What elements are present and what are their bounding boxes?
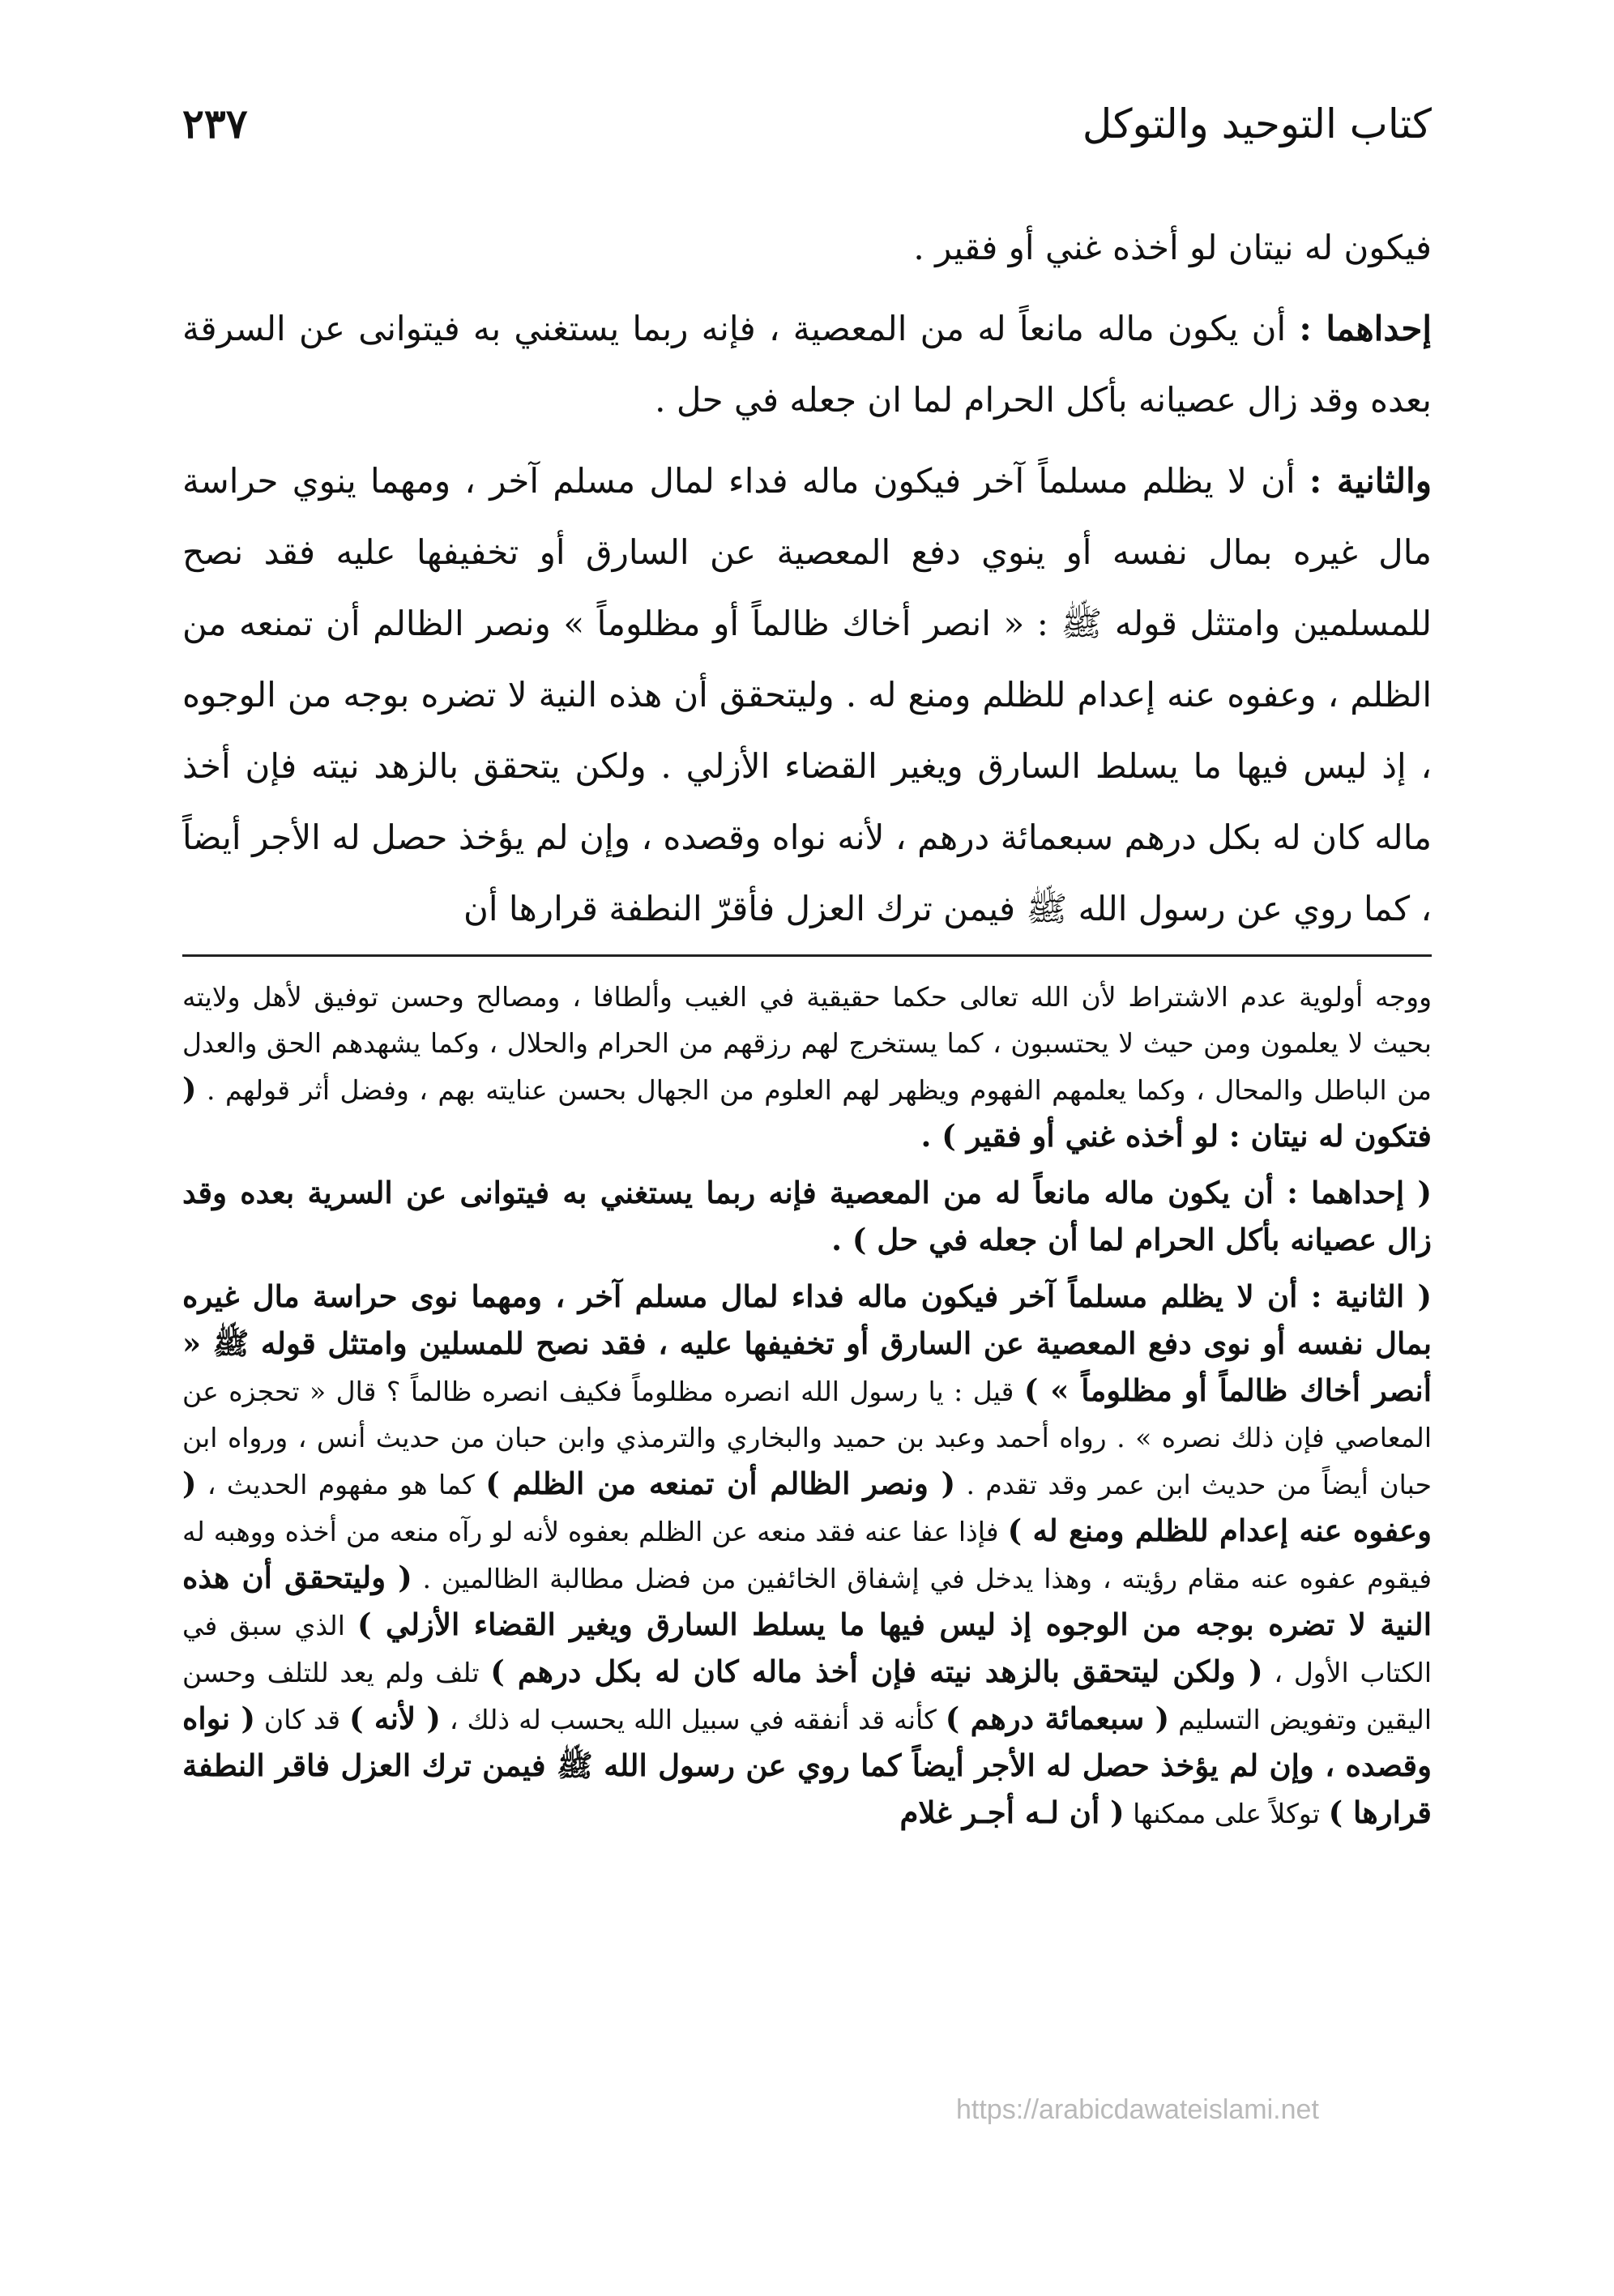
paragraph-2-lead: إحداهما : — [1299, 309, 1433, 348]
paragraph-3 — [182, 446, 1432, 945]
commentary-quote: ( أن لـه أجـر غلام — [899, 1795, 1125, 1830]
page-number: ٢٣٧ — [182, 100, 248, 147]
commentary-quote: ( وليتحقق أن هذه النية لا تضره بوجه من الوجوه إذ ليس فيها ما يسلط السارق ويغير القضاء الأزلي ) — [182, 1560, 1432, 1642]
commentary-text: توكلاً على ممكنها — [1124, 1798, 1329, 1829]
running-title: كتاب التوحيد والتوكل — [1082, 100, 1432, 147]
commentary-quote: ( فتكون له نيتان : لو أخذه غني أو فقير ) . — [182, 1071, 1432, 1154]
paragraph-2 — [182, 293, 1432, 436]
page-header — [182, 96, 1432, 169]
commentary-quote: ( الثانية : أن لا يظلم مسلماً آخر فيكون ماله فداء لمال مسلم آخر ، ومهما نوى حراسة مال غيره بمال نفسه أو نوى دفع المعصية عن السارق أو تخفيفها عليه ، فقد نصح للمسلين وامتثل قوله ﷺ « أنصر أخاك ظالماً أو مظلوماً » ) — [182, 1278, 1432, 1408]
commentary-text: قد كان — [254, 1704, 349, 1735]
footnote-divider — [182, 954, 1432, 957]
commentary-text: ووجه أولوية عدم الاشتراط لأن الله تعالى حكما حقيقية في الغيب وألطافا ، ومصالح وحسن توفيق لأهل ولايته بحيث لا يعلمون ومن حيث لا يحتسبون ، كما يستخرج لهم رزقهم من الحرام والحلال ، وكما يشهدهم الحق والعدل من الباطل والمحال ، وكما يعلمهم الفهوم ويظهر لهم العلوم من الجهال بحسن عنايته بهم ، وفضل أثر قولهم . — [182, 981, 1432, 1106]
paragraph-3-text: أن لا يظلم مسلماً آخر فيكون ماله فداء لمال مسلم آخر ، ومهما ينوي حراسة مال غيره بمال نفسه أو ينوي دفع المعصية عن السارق أو تخفيفها عليه فقد نصح للمسلمين وامتثل قوله ﷺ : « انصر أخاك ظالماً أو مظلوماً » ونصر الظالم أن تمنعه من الظلم ، وعفوه عنه إعدام للظلم ومنع له . وليتحقق أن هذه النية لا تضره بوجه من الوجوه ، إذ ليس فيها ما يسلط السارق ويغير القضاء الأزلي . ولكن يتحقق بالزهد نيته فإن أخذ ماله كان له بكل درهم سبعمائة درهم ، لأنه نواه وقصده ، وإن لم يؤخذ حصل له الأجر أيضاً ، كما روي عن رسول الله ﷺ فيمن ترك العزل فأقرّ النطفة قرارها أن — [182, 461, 1432, 928]
commentary-text: كأنه قد أنفقه في سبيل الله يحسب له ذلك ، — [440, 1704, 946, 1735]
commentary-quote: ( نواه وقصده ، وإن لم يؤخذ حصل له الأجر أيضاً كما روي عن رسول الله ﷺ فيمن ترك العزل فاقر النطفة قرارها ) — [182, 1701, 1432, 1830]
paragraph-1: فيكون له نيتان لو أخذه غني أو فقير . — [913, 228, 1432, 267]
paragraph-2-text: أن يكون ماله مانعاً له من المعصية ، فإنه ربما يستغني به فيتوانى عن السرقة بعده وقد زال عصيانه بأكل الحرام لما ان جعله في حل . — [182, 309, 1432, 420]
commentary-quote: ( وعفوه عنه إعدام للظلم ومنع له ) — [182, 1466, 1433, 1548]
main-text — [182, 212, 1432, 954]
commentary-text: كما هو مفهوم الحديث ، — [196, 1469, 486, 1500]
commentary-paragraph-1 — [182, 974, 1432, 1160]
commentary-quote: ( سبعمائة درهم ) — [945, 1701, 1170, 1736]
commentary-paragraph-2 — [182, 1170, 1432, 1264]
commentary-text: تلف ولم يعد للتلف وحسن اليقين وتفويض التسليم — [182, 1657, 1432, 1735]
paragraph-3-lead: والثانية : — [1309, 461, 1432, 501]
commentary-text: قيل : يا رسول الله انصره مظلوماً فكيف انصره ظالماً ؟ قال « تحجزه عن المعاصي فإن ذلك نصره » . رواه أحمد وعبد بن حميد والبخاري والترمذي وابن حبان من حديث أنس ، ورواه ابن حبان أيضاً من حديث ابن عمر وقد تقدم . — [182, 1376, 1432, 1500]
commentary-quote: ( ولكن ليتحقق بالزهد نيته فإن أخذ ماله كان له بكل درهم ) — [490, 1654, 1263, 1689]
commentary-paragraph-3 — [182, 1274, 1432, 1837]
watermark-url: https://arabicdawateislami.net — [956, 2094, 1319, 2125]
commentary-quote: ( إحداهما : أن يكون ماله مانعاً له من المعصية فإنه ربما يستغني به فيتوانى عن السرية بعده وقد زال عصيانه بأكل الحرام لما أن جعله في حل ) . — [182, 1175, 1432, 1257]
commentary-text: الذي سبق في الكتاب الأول ، — [182, 1610, 1432, 1688]
commentary-quote: ( ونصر الظالم أن تمنعه من الظلم ) — [485, 1466, 956, 1501]
commentary-text: فإذا عفا عنه فقد منعه عن الظلم بعفوه لأنه لو رآه منعه من أخذه ووهبه له فيقوم عفوه عنه مقام رؤيته ، وهذا يدخل في إشفاق الخائفين من فضل مطالبة الظالمين . — [182, 1516, 1432, 1594]
commentary — [182, 974, 1432, 1846]
commentary-quote: ( لأنه ) — [348, 1701, 441, 1736]
